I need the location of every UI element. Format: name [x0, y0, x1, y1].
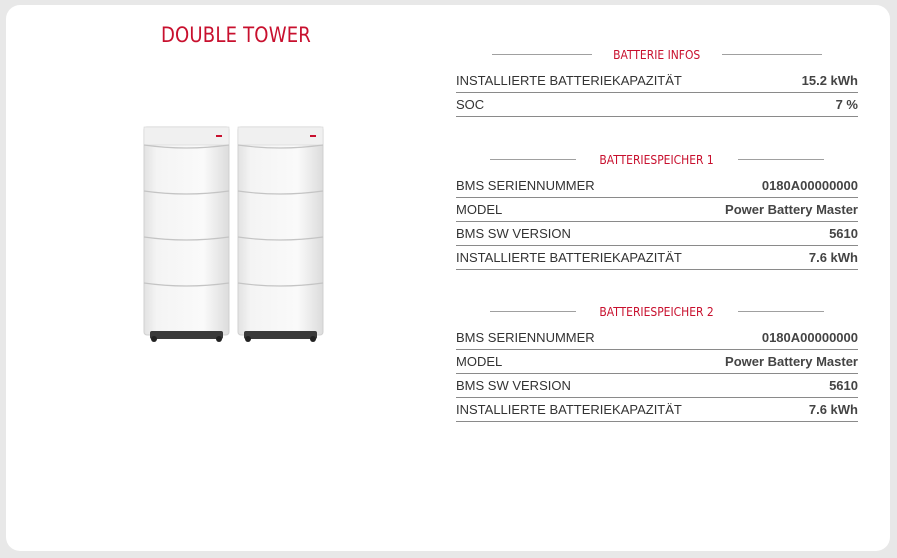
header-divider-left — [490, 311, 576, 312]
row-label: INSTALLIERTE BATTERIEKAPAZITÄT — [456, 250, 682, 265]
header-divider-right — [738, 159, 824, 160]
row-value: Power Battery Master — [725, 202, 858, 217]
row-label: MODEL — [456, 354, 503, 369]
battery-info-card — [6, 5, 890, 551]
row-value: 15.2 kWh — [801, 73, 858, 88]
right-tower — [238, 127, 323, 342]
row-value: 7.6 kWh — [808, 402, 858, 417]
info-row — [456, 326, 858, 350]
section-heading: BATTERIESPEICHER 1 — [599, 151, 715, 167]
info-row — [456, 398, 858, 422]
section-header — [456, 148, 858, 170]
row-value: 5610 — [829, 226, 858, 241]
section-heading: BATTERIE INFOS — [613, 46, 701, 62]
header-divider-right — [722, 54, 822, 55]
header-divider-left — [490, 159, 576, 160]
row-label: INSTALLIERTE BATTERIEKAPAZITÄT — [456, 402, 682, 417]
row-value: 0180A00000000 — [761, 330, 858, 345]
row-label: SOC — [456, 97, 485, 112]
info-panel — [456, 43, 858, 422]
section-header — [456, 43, 858, 65]
info-row — [456, 174, 858, 198]
header-divider-left — [492, 54, 592, 55]
info-row — [456, 246, 858, 270]
info-row — [456, 350, 858, 374]
page-title: DOUBLE TOWER — [160, 23, 312, 47]
row-label: BMS SW VERSION — [456, 378, 571, 393]
info-row — [456, 374, 858, 398]
row-label: BMS SERIENNUMMER — [456, 330, 595, 345]
section-heading: BATTERIESPEICHER 2 — [599, 303, 715, 319]
section-header — [456, 300, 858, 322]
header-divider-right — [738, 311, 824, 312]
row-value: 5610 — [829, 378, 858, 393]
row-value: 7.6 kWh — [808, 250, 858, 265]
row-value: 0180A00000000 — [761, 178, 858, 193]
info-row — [456, 93, 858, 117]
row-value: Power Battery Master — [725, 354, 858, 369]
row-label: INSTALLIERTE BATTERIEKAPAZITÄT — [456, 73, 682, 88]
section-batteriespeicher-2 — [456, 300, 858, 422]
section-batterie-infos — [456, 43, 858, 117]
row-label: BMS SW VERSION — [456, 226, 571, 241]
row-value: 7 % — [835, 97, 858, 112]
row-label: MODEL — [456, 202, 503, 217]
info-row — [456, 69, 858, 93]
info-row — [456, 222, 858, 246]
row-label: BMS SERIENNUMMER — [456, 178, 595, 193]
section-batteriespeicher-1 — [456, 148, 858, 270]
left-tower — [144, 127, 229, 342]
info-row — [456, 198, 858, 222]
double-tower-battery-image — [134, 117, 330, 349]
